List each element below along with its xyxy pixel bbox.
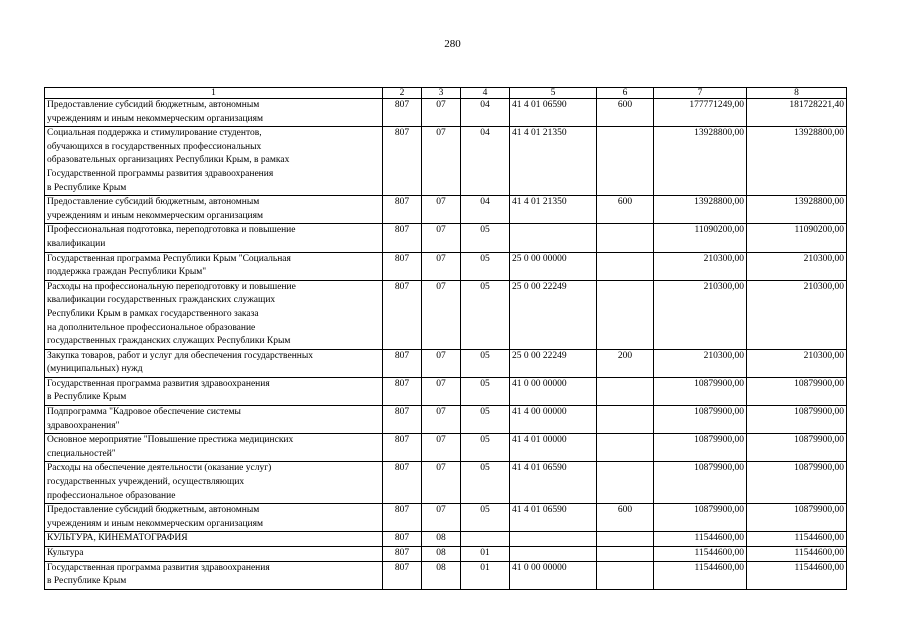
col-4-code: 05 [461, 280, 510, 349]
col-3-code: 07 [422, 252, 461, 280]
header-cell: 8 [747, 88, 847, 99]
col-6-code [597, 462, 654, 504]
table-row [45, 252, 847, 280]
col-8-amount: 11544600,00 [747, 532, 847, 547]
row-description: Подпрограмма "Кадровое обеспечение системы здравоохранения" [45, 406, 383, 434]
col-4-code: 05 [461, 349, 510, 377]
row-description: Предоставление субсидий бюджетным, автономным учреждениям и иным некоммерческим организациям [45, 504, 383, 532]
col-8-amount: 10879900,00 [747, 377, 847, 405]
col-4-code [461, 532, 510, 547]
col-8-amount: 210300,00 [747, 349, 847, 377]
col-8-amount: 10879900,00 [747, 462, 847, 504]
col-4-code: 05 [461, 462, 510, 504]
col-3-code: 07 [422, 196, 461, 224]
col-3-code: 08 [422, 561, 461, 589]
col-4-code: 05 [461, 224, 510, 252]
col-8-amount: 10879900,00 [747, 406, 847, 434]
col-8-amount: 181728221,40 [747, 99, 847, 127]
table-row [45, 434, 847, 462]
col-6-code [597, 252, 654, 280]
col-7-amount: 11544600,00 [654, 532, 747, 547]
col-3-code: 07 [422, 224, 461, 252]
col-4-code: 01 [461, 561, 510, 589]
row-description: Расходы на профессиональную переподготовку и повышение квалификации государственных гражданских служащих Республики Крым в рамках государственного заказа на дополнительное профессиональное образование государственных гражданских служащих Республики Крым [45, 280, 383, 349]
col-5-code [510, 547, 597, 562]
header-cell: 6 [597, 88, 654, 99]
col-6-code [597, 547, 654, 562]
header-cell: 4 [461, 88, 510, 99]
col-6-code [597, 561, 654, 589]
col-2-code: 807 [383, 547, 422, 562]
col-6-code: 200 [597, 349, 654, 377]
col-5-code: 41 4 01 06590 [510, 99, 597, 127]
col-6-code [597, 127, 654, 196]
col-3-code: 07 [422, 406, 461, 434]
col-2-code: 807 [383, 127, 422, 196]
table-row [45, 99, 847, 127]
col-6-code: 600 [597, 99, 654, 127]
col-5-code: 41 0 00 00000 [510, 377, 597, 405]
col-8-amount: 11544600,00 [747, 561, 847, 589]
header-cell: 5 [510, 88, 597, 99]
col-3-code: 07 [422, 127, 461, 196]
col-7-amount: 11544600,00 [654, 547, 747, 562]
col-6-code [597, 377, 654, 405]
col-5-code: 41 4 01 21350 [510, 127, 597, 196]
col-7-amount: 10879900,00 [654, 377, 747, 405]
table-row [45, 532, 847, 547]
col-4-code: 05 [461, 406, 510, 434]
col-2-code: 807 [383, 377, 422, 405]
col-3-code: 07 [422, 377, 461, 405]
col-8-amount: 11544600,00 [747, 547, 847, 562]
row-description: КУЛЬТУРА, КИНЕМАТОГРАФИЯ [45, 532, 383, 547]
col-8-amount: 210300,00 [747, 280, 847, 349]
col-4-code: 05 [461, 252, 510, 280]
col-5-code [510, 224, 597, 252]
col-2-code: 807 [383, 504, 422, 532]
col-6-code [597, 224, 654, 252]
col-7-amount: 11544600,00 [654, 561, 747, 589]
col-6-code [597, 280, 654, 349]
header-cell: 2 [383, 88, 422, 99]
col-7-amount: 13928800,00 [654, 196, 747, 224]
col-4-code: 05 [461, 434, 510, 462]
col-2-code: 807 [383, 224, 422, 252]
col-2-code: 807 [383, 252, 422, 280]
row-description: Расходы на обеспечение деятельности (оказание услуг) государственных учреждений, осуществляющих профессиональное образование [45, 462, 383, 504]
col-5-code: 41 0 00 00000 [510, 561, 597, 589]
row-description: Государственная программа Республики Крым "Социальная поддержка граждан Республики Крым" [45, 252, 383, 280]
col-2-code: 807 [383, 406, 422, 434]
header-cell: 7 [654, 88, 747, 99]
table-row [45, 547, 847, 562]
col-3-code: 07 [422, 504, 461, 532]
col-4-code: 04 [461, 99, 510, 127]
col-5-code: 25 0 00 00000 [510, 252, 597, 280]
col-4-code: 04 [461, 127, 510, 196]
table-header-row [45, 88, 847, 99]
col-3-code: 07 [422, 99, 461, 127]
col-6-code [597, 434, 654, 462]
table-row [45, 504, 847, 532]
col-7-amount: 210300,00 [654, 280, 747, 349]
row-description: Предоставление субсидий бюджетным, автономным учреждениям и иным некоммерческим организациям [45, 99, 383, 127]
col-5-code: 41 4 01 06590 [510, 504, 597, 532]
col-4-code: 01 [461, 547, 510, 562]
col-8-amount: 10879900,00 [747, 434, 847, 462]
row-description: Закупка товаров, работ и услуг для обеспечения государственных (муниципальных) нужд [45, 349, 383, 377]
table-row [45, 561, 847, 589]
table-row [45, 224, 847, 252]
col-7-amount: 210300,00 [654, 349, 747, 377]
col-4-code: 05 [461, 377, 510, 405]
col-4-code: 05 [461, 504, 510, 532]
col-2-code: 807 [383, 532, 422, 547]
col-3-code: 07 [422, 280, 461, 349]
col-5-code: 41 4 01 06590 [510, 462, 597, 504]
col-8-amount: 11090200,00 [747, 224, 847, 252]
table-row [45, 349, 847, 377]
col-7-amount: 10879900,00 [654, 434, 747, 462]
col-5-code: 41 4 01 00000 [510, 434, 597, 462]
col-3-code: 08 [422, 532, 461, 547]
col-8-amount: 10879900,00 [747, 504, 847, 532]
row-description: Государственная программа развития здравоохранения в Республике Крым [45, 377, 383, 405]
col-5-code: 25 0 00 22249 [510, 349, 597, 377]
table-row [45, 406, 847, 434]
col-2-code: 807 [383, 434, 422, 462]
col-3-code: 07 [422, 434, 461, 462]
row-description: Предоставление субсидий бюджетным, автономным учреждениям и иным некоммерческим организациям [45, 196, 383, 224]
col-7-amount: 10879900,00 [654, 504, 747, 532]
col-6-code: 600 [597, 504, 654, 532]
row-description: Профессиональная подготовка, переподготовка и повышение квалификации [45, 224, 383, 252]
col-4-code: 04 [461, 196, 510, 224]
col-7-amount: 177771249,00 [654, 99, 747, 127]
col-8-amount: 13928800,00 [747, 127, 847, 196]
page-number: 280 [444, 38, 461, 50]
row-description: Государственная программа развития здравоохранения в Республике Крым [45, 561, 383, 589]
row-description: Основное мероприятие "Повышение престижа медицинских специальностей" [45, 434, 383, 462]
row-description: Культура [45, 547, 383, 562]
col-3-code: 08 [422, 547, 461, 562]
budget-table [44, 87, 847, 590]
col-2-code: 807 [383, 462, 422, 504]
col-2-code: 807 [383, 196, 422, 224]
table-row [45, 196, 847, 224]
col-7-amount: 210300,00 [654, 252, 747, 280]
header-cell: 3 [422, 88, 461, 99]
col-3-code: 07 [422, 349, 461, 377]
row-description: Социальная поддержка и стимулирование студентов, обучающихся в государственных профессиональных образовательных организациях Республики Крым, в рамках Государственной программы развития здравоохранения в Республике Крым [45, 127, 383, 196]
col-7-amount: 10879900,00 [654, 406, 747, 434]
header-cell: 1 [45, 88, 383, 99]
col-2-code: 807 [383, 561, 422, 589]
table-row [45, 462, 847, 504]
col-2-code: 807 [383, 280, 422, 349]
col-3-code: 07 [422, 462, 461, 504]
col-8-amount: 210300,00 [747, 252, 847, 280]
col-5-code: 41 4 00 00000 [510, 406, 597, 434]
table-row [45, 127, 847, 196]
col-6-code [597, 532, 654, 547]
col-7-amount: 10879900,00 [654, 462, 747, 504]
col-2-code: 807 [383, 99, 422, 127]
table-row [45, 377, 847, 405]
col-2-code: 807 [383, 349, 422, 377]
col-7-amount: 11090200,00 [654, 224, 747, 252]
col-5-code [510, 532, 597, 547]
col-5-code: 41 4 01 21350 [510, 196, 597, 224]
col-5-code: 25 0 00 22249 [510, 280, 597, 349]
table-row [45, 280, 847, 349]
col-6-code: 600 [597, 196, 654, 224]
col-8-amount: 13928800,00 [747, 196, 847, 224]
col-6-code [597, 406, 654, 434]
col-7-amount: 13928800,00 [654, 127, 747, 196]
